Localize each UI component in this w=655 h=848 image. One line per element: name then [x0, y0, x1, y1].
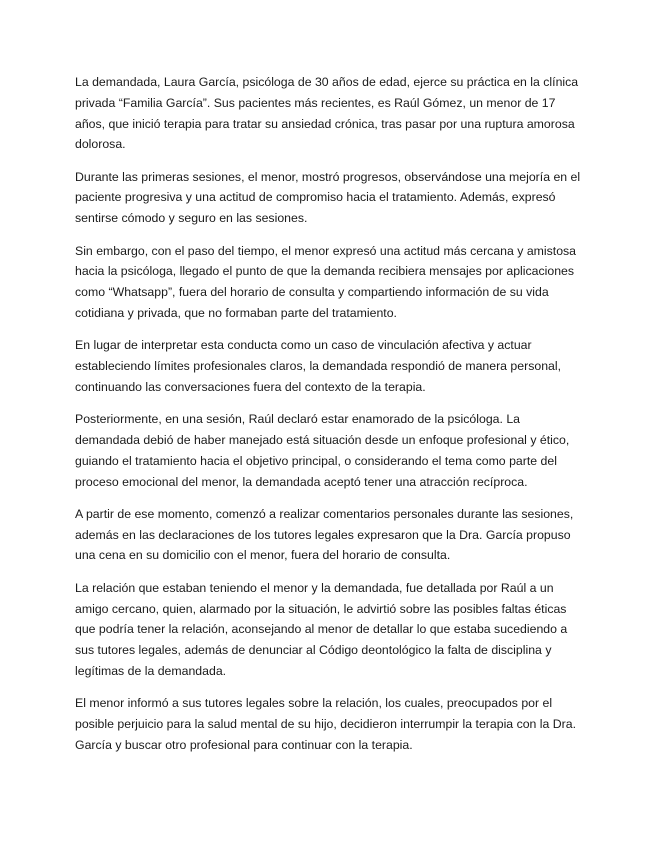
- paragraph-4: En lugar de interpretar esta conducta como un caso de vinculación afectiva y actuar estableciendo límites profesionales claros, la demandada respondió de manera personal, continuando las conversaciones fuera del contexto de la terapia.: [75, 338, 562, 394]
- paragraph-2: Durante las primeras sesiones, el menor, mostró progresos, observándose una mejoría en el paciente progresiva y una actitud de compromiso hacia el tratamiento. Además, expresó sentirse cómodo y seguro en las sesiones.: [75, 169, 581, 226]
- paragraph-8: El menor informó a sus tutores legales sobre la relación, los cuales, preocupados por el posible perjuicio para la salud mental de su hijo, decidieron interrumpir la terapia con la Dra. García y buscar otro profesional para continuar con la terapia.: [75, 696, 577, 752]
- paragraph-1: La demandada, Laura García, psicóloga de 30 años de edad, ejerce su práctica en la clínica privada “Familia García”. Sus pacientes más recientes, es Raúl Gómez, un menor de 17 años, que inició terapia para tratar su ansiedad crónica, tras pasar por una ruptura amorosa dolorosa.: [75, 75, 579, 152]
- paragraph-6: A partir de ese momento, comenzó a realizar comentarios personales durante las sesiones, además en las declaraciones de los tutores legales expresaron que la Dra. García propuso una cena en su domicilio con el menor, fuera del horario de consulta.: [75, 506, 574, 563]
- paragraph-3: Sin embargo, con el paso del tiempo, el menor expresó una actitud más cercana y amistosa hacia la psicóloga, llegado el punto de que la demanda recibiera mensajes por aplicaciones como “Whatsapp”, fuera del horario de consulta y compartiendo información de su vida cotidiana y privada, que no formaban parte del tratamiento.: [75, 243, 577, 320]
- paragraph-5: Posteriormente, en una sesión, Raúl declaró estar enamorado de la psicóloga. La demandada debió de haber manejado está situación desde un enfoque profesional y ético, guiando el tratamiento hacia el objetivo principal, o considerando el tema como parte del proceso emocional del menor, la demandada aceptó tener una atracción recíproca.: [75, 412, 570, 489]
- document-body: [75, 72, 583, 767]
- paragraph-7: La relación que estaban teniendo el menor y la demandada, fue detallada por Raúl a un amigo cercano, quien, alarmado por la situación, le advirtió sobre las posibles faltas éticas que podría tener la relación, aconsejando al menor de detallar lo que estaba sucediendo a sus tutores legales, además de denunciar al Código deontológico la falta de disciplina y legítimas de la demandada.: [75, 580, 568, 678]
